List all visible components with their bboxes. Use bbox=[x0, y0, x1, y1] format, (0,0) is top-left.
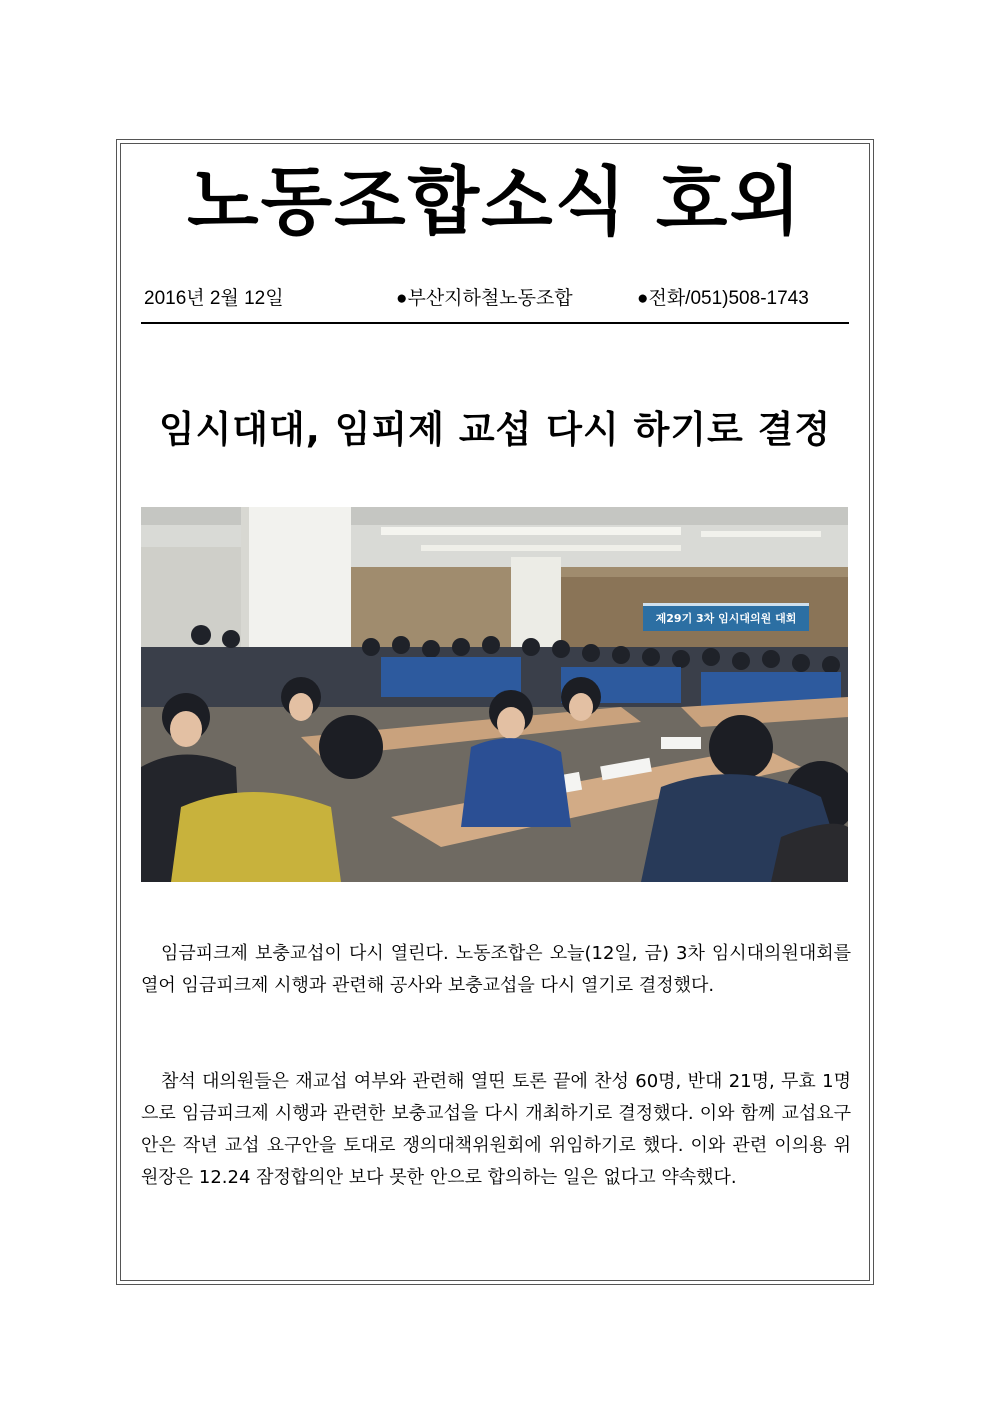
header-divider bbox=[141, 322, 849, 324]
phone-number: ●전화/051)508-1743 bbox=[637, 288, 809, 309]
organization-name: ●부산지하철노동조합 bbox=[396, 288, 573, 309]
photo-banner-text: 제29기 3차 임시대의원 대회 bbox=[655, 612, 797, 625]
article-paragraph: 임금피크제 보충교섭이 다시 열린다. 노동조합은 오늘(12일, 금) 3차 임시대의원대회를 열어 임금피크제 시행과 관련해 공사와 보충교섭을 다시 열기로 결정했다. bbox=[141, 943, 851, 996]
issue-date: 2016년 2월 12일 bbox=[144, 288, 284, 309]
article-paragraph: 참석 대의원들은 재교섭 여부와 관련해 열띤 토론 끝에 찬성 60명, 반대 21명, 무효 1명으로 임금피크제 시행과 관련한 보충교섭을 다시 개최하기로 결정했다. 이와 함께 교섭요구안은 작년 교섭 요구안을 토대로 쟁의대책위원회에 위임하기로 했다. 이와 관련 이의용 위원장은 12.24 잠정합의안 보다 못한 안으로 합의하는 일은 없다고 약속했다. bbox=[141, 1071, 851, 1188]
newsletter-title: 노동조합소식 호외 bbox=[187, 159, 803, 245]
article-headline: 임시대대, 임피제 교섭 다시 하기로 결정 bbox=[158, 408, 832, 451]
meeting-photo bbox=[141, 507, 848, 882]
